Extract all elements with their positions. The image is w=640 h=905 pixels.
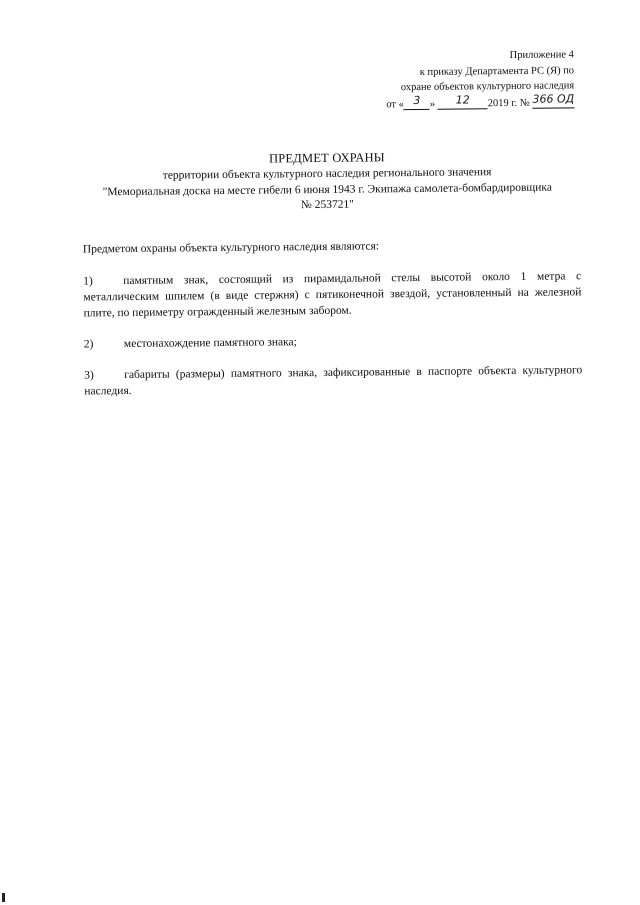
month-field (438, 92, 488, 110)
scan-margin-mark (2, 893, 5, 902)
list-item-number: 2) (83, 338, 94, 351)
order-number-field (532, 91, 575, 108)
month-handwritten: 12 (455, 92, 470, 107)
appendix-header (386, 47, 575, 112)
document-title: ПРЕДМЕТ ОХРАНЫ (268, 150, 385, 166)
order-number-handwritten: 366 ОД (532, 91, 575, 106)
date-quote-close: » (429, 98, 436, 110)
list-item-text: габариты (размеры) памятного знака, зафиксированные в паспорте объекта культурного наследия. (84, 364, 583, 398)
subtitle-line-1: территории объекта культурного наследия регионального значения (162, 166, 492, 182)
day-handwritten: 3 (413, 93, 421, 107)
subtitle-line-2: "Мемориальная доска на месте гибели 6 июня 1943 г. Экипажа самолета-бомбардировщика (102, 181, 552, 198)
list-item-text: памятным знак, состоящий из пирамидальной стелы высотой около 1 метра с металлическим шпилем (в виде стержня) с пятиконечной звездой, установленный на железной плите, по периметру огражденный железным забором. (83, 270, 582, 320)
appendix-title: Приложение 4 (509, 49, 574, 61)
appendix-department-line: охране объектов культурного наследия (400, 80, 575, 94)
list-item-text: местонахождение памятного знака; (123, 336, 297, 351)
list-item (84, 362, 582, 399)
appendix-order-line: к приказу Департамента РС (Я) по (419, 64, 575, 78)
intro-paragraph: Предметом охраны объекта культурного наследия являются: (82, 240, 380, 256)
year-and-number-label: 2019 г. № (487, 97, 530, 109)
list-item (84, 331, 582, 352)
title-block (67, 147, 588, 216)
document-body (83, 236, 583, 414)
list-item-number: 3) (84, 369, 94, 382)
list-item-number: 1) (83, 275, 93, 288)
list-item (83, 268, 581, 321)
subtitle-line-3: № 253721" (300, 198, 355, 212)
appendix-date-line (386, 91, 575, 112)
date-prefix: от « (386, 98, 404, 110)
day-field (404, 95, 430, 109)
